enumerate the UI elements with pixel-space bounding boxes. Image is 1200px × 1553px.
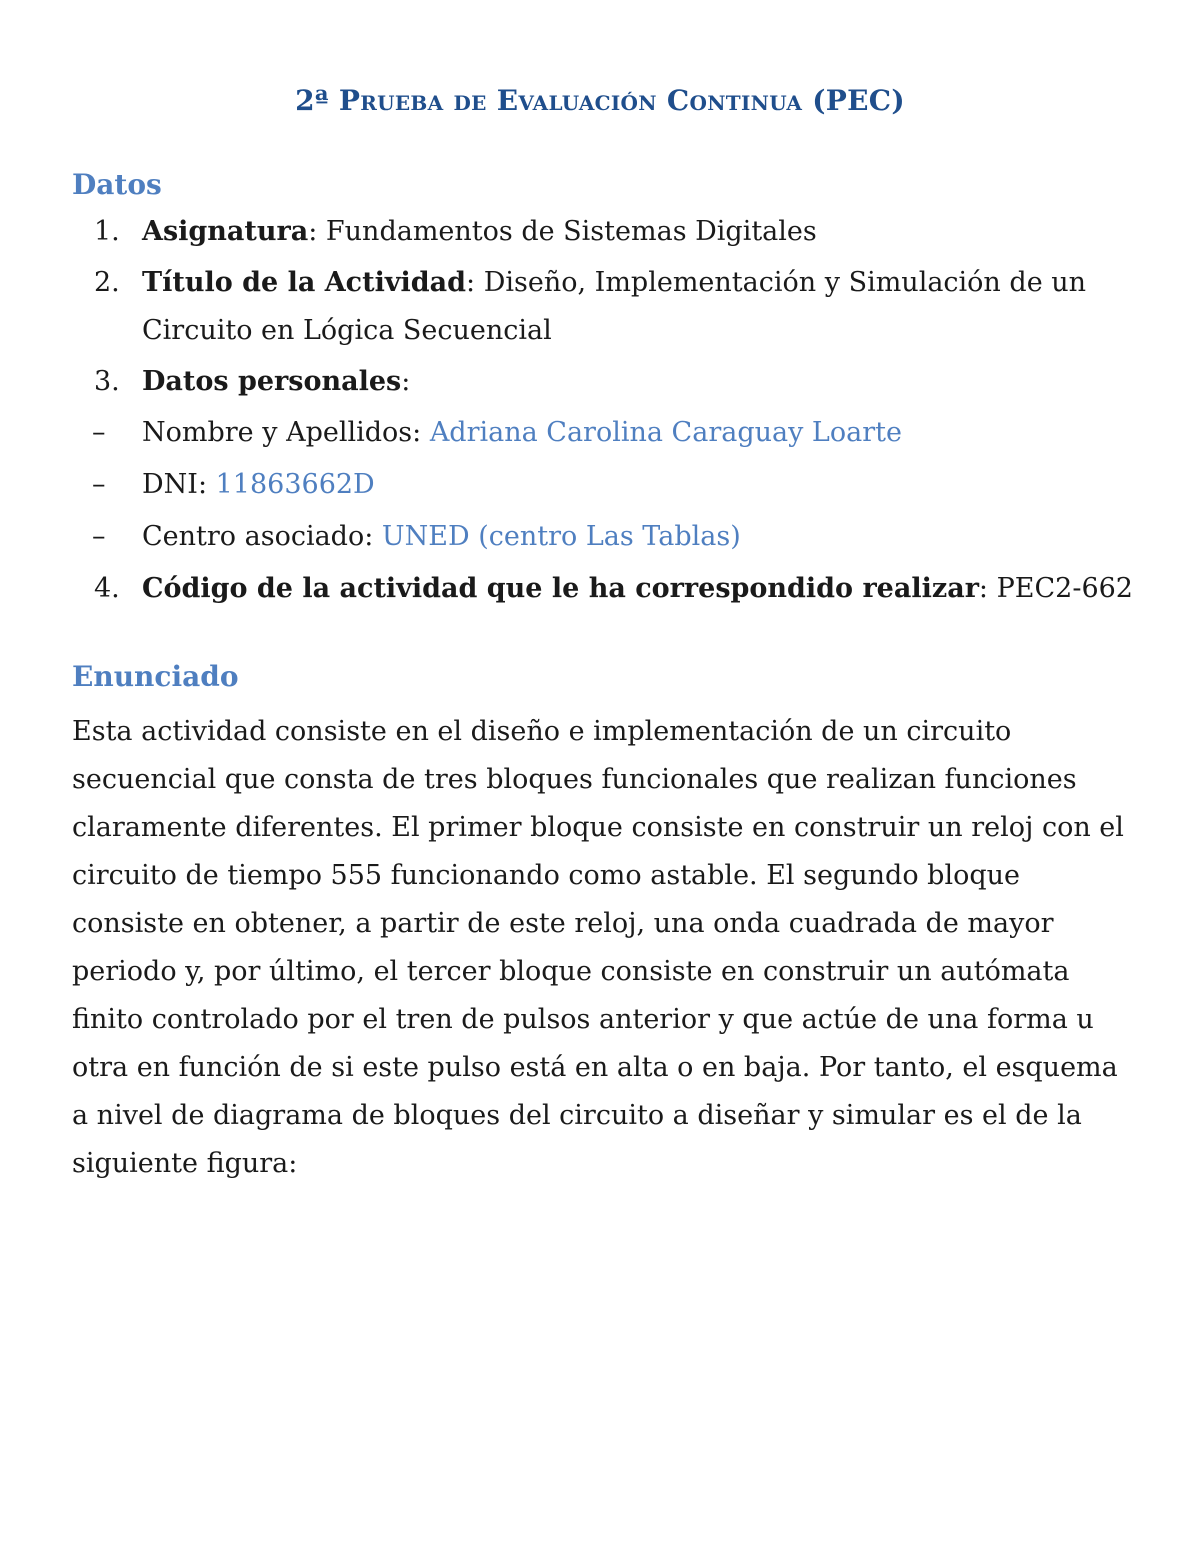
asignatura-value: Fundamentos de Sistemas Digitales xyxy=(317,216,817,247)
separator: : xyxy=(308,216,318,247)
codigo-value: PEC2-662 xyxy=(988,573,1133,604)
list-number: 2. xyxy=(94,267,120,298)
list-number: 1. xyxy=(94,216,120,247)
datos-list xyxy=(72,208,1152,616)
titulo-value: Diseño, Implementación y Simulación de un Circuito en Lógica Secuencial xyxy=(142,267,1087,346)
datos-personales-label: Datos personales xyxy=(142,366,402,397)
separator: : xyxy=(466,267,476,298)
titulo-label: Título de la Actividad xyxy=(142,267,467,298)
dash-bullet: – xyxy=(92,469,106,500)
list-item-asignatura xyxy=(72,208,1152,256)
document-title: 2ª Prueba de Evaluación Continua (PEC) xyxy=(295,84,905,117)
list-item-datos-personales xyxy=(72,358,1152,406)
centro-label: Centro asociado: xyxy=(142,521,382,552)
separator: : xyxy=(401,366,411,397)
enunciado-paragraph: Esta actividad consiste en el diseño e implementación de un circuito secuencial que consta de tres bloques funcionales que realizan funciones claramente diferentes. El primer bloque consiste en construir un reloj con el circuito de tiempo 555 funcionando como astable. El segundo bloque consiste en obtener, a partir de este reloj, una onda cuadrada de mayor periodo y, por último, el tercer bloque consiste en construir un autómata finito controlado por el tren de pulsos anterior y que actúe de una forma u otra en función de si este pulso está en alta o en baja. Por tanto, el esquema a nivel de diagrama de bloques del circuito a diseñar y simular es el de la siguiente figura: xyxy=(72,716,1124,1179)
dash-bullet: – xyxy=(92,417,106,448)
separator: : xyxy=(978,573,989,604)
sub-item-nombre xyxy=(2,409,1152,457)
nombre-label: Nombre y Apellidos: xyxy=(142,417,430,448)
sub-item-centro xyxy=(2,513,1152,561)
personal-data-list xyxy=(72,409,1152,561)
list-item-codigo xyxy=(72,565,1152,613)
dash-bullet: – xyxy=(92,521,106,552)
list-number: 3. xyxy=(94,366,120,397)
list-number: 4. xyxy=(94,573,120,604)
enunciado-heading: Enunciado xyxy=(72,660,239,693)
list-item-titulo xyxy=(72,259,1152,355)
nombre-value: Adriana Carolina Caraguay Loarte xyxy=(429,417,902,448)
centro-value: UNED (centro Las Tablas) xyxy=(381,521,741,552)
codigo-label: Código de la actividad que le ha correspondido realizar xyxy=(142,573,979,604)
sub-item-dni xyxy=(2,461,1152,509)
personal-data-container xyxy=(2,409,1152,561)
asignatura-label: Asignatura xyxy=(142,216,309,247)
datos-heading: Datos xyxy=(72,168,162,201)
dni-label: DNI: xyxy=(142,469,216,500)
dni-value: 11863662D xyxy=(215,469,375,500)
